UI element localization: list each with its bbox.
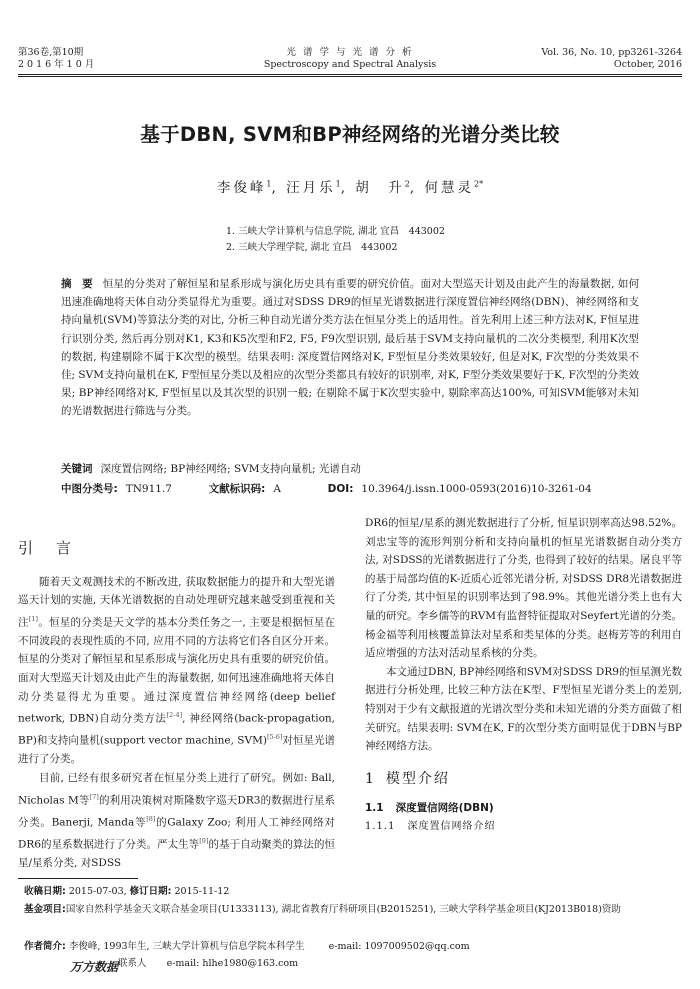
intro-paragraph-2: 目前, 已经有很多研究者在恒星分类上进行了研究。例如: Ball, Nicholas M等[7]的利用决策树对斯隆数字巡天DR3的数据进行星系分类。Banerji, Manda等[8]的Galaxy Zoo; 利用人工神经网络对DR6的星系数据进行了分类。严太生等[9]的基于自动聚类的算法的恒星/星系分类, 对SDSS — [18, 772, 335, 869]
footnote-dates: 收稿日期: 2015-07-03, 修订日期: 2015-11-12 — [24, 886, 230, 897]
abstract — [61, 275, 639, 421]
doi-link[interactable]: 10.3964/j.issn.1000-0593(2016)10-3261-04 — [361, 483, 592, 495]
wanfang-logo: 万方数据 — [70, 960, 119, 974]
keywords — [61, 462, 661, 477]
header-journal: 光 谱 学 与 光 谱 分 析 Spectroscopy and Spectral Analysis — [263, 47, 437, 70]
keywords-text: 深度置信网络; BP神经网络; SVM支持向量机; 光谱自动 — [100, 463, 361, 475]
citation-7[interactable]: [7] — [89, 792, 99, 801]
section-1-heading: 1 模型介绍 — [365, 770, 450, 787]
header-volume-cn: 第36卷,第10期 2016年10月 — [18, 47, 98, 70]
author-3: 胡 升$^2$ — [355, 179, 410, 196]
footnote-author: 作者简介: 李俊峰, 1993年生, 三峡大学计算机与信息学院本科学生 e-mail: 1097009502@qq.com — [24, 941, 470, 952]
header-rule-top — [18, 74, 682, 75]
citation-8[interactable]: [8] — [146, 814, 156, 823]
author-4: 何慧灵$^{2*}$ — [424, 179, 484, 196]
footnote-rule — [18, 878, 138, 879]
citation-2-4[interactable]: [2-4] — [166, 711, 183, 720]
citation-9[interactable]: [9] — [199, 836, 209, 845]
subsection-1-1-heading: 1.1 深度置信网络(DBN) — [365, 802, 494, 815]
right-column — [365, 514, 682, 837]
author-1: 李俊峰$^1$ — [216, 179, 272, 196]
header-rule-bottom — [18, 76, 682, 77]
right-paragraph-2: 本文通过DBN, BP神经网络和SVM对SDSS DR9的恒星测光数据进行分析处理, 比较三种方法在K型、F型恒星光谱分类上的差别, 特别对于少有文献报道的光谱次型分类和未知光谱的分类方面做了相关研究。结果表明: SVM在K, F的次型分类方面明显优于DBN与BP神经网络方法。 — [365, 665, 682, 753]
affiliation-2: 2. 三峡大学理学院, 湖北 宜昌 443002 — [226, 242, 398, 253]
abstract-label: 摘 要 — [61, 278, 93, 290]
intro-paragraph-1: 随着天文观测技术的不断改进, 获取数据能力的提升和大型光谱巡天计划的实施, 天体光谱数据的自动处理研究越来越受到重视和关注[1]。恒星的分类是天文学的基本分类任务之一, 主要是根据恒星在不同波段的表现性质的不同, 应用不同的方法将它们各自区分开来。恒星的分类对了解恒星和星系形成与演化历史具有重要的研究价值。面对大型巡天计划及由此产生的海量数据, 如何迅速准确地将天体自动分类显得尤为重要。通过深度置信神经网络(deep belief network, DBN)自动分类方法[2-4], 神经网络(back-propagation, BP)和支持向量机(support vector machine, SVM)[5-6]对恒星光谱进行了分类。 — [18, 575, 336, 766]
right-paragraph-1: DR6的恒星/星系的测光数据进行了分析, 恒星识别率高达98.52%。刘忠宝等的流形判别分析和支持向量机的恒星光谱数据自动分类方法, 对SDSS的光谱数据进行了分类, 也得到了较好的结果。屠良平等的基于局部均值的K-近质心近邻光谱分析, 对SDSS DR8光谱数据进行了分类, 其中恒星的识别率达到了98.9%。其他光谱分类上也有大量的研究。李乡儒等的RVM有监督特征提取对Seyfert光谱的分类。杨金福等利用核覆盖算法对星系和类星体的分类。赵梅芳等的利用自适应增强的方法对活动星系核的分类。 — [365, 517, 682, 660]
classification-line — [61, 482, 661, 497]
footnote-corresponding: 联系人 e-mail: hlhe1980@163.com — [118, 958, 299, 969]
abstract-text: 恒星的分类对了解恒星和星系形成与演化历史具有重要的研究价值。面对大型巡天计划及由此产生的海量数据, 如何迅速准确地将天体自动分类显得尤为重要。通过对SDSS DR9的恒星光谱数据进行深度置信神经网络(DBN)、神经网络和支持向量机(SVM)等算法分类的对比, 分析三种自动光谱分类方法在恒星分类上的适用性。首先利用上述三种方法对K, F恒星进行识别分类, 然后再分别对K1, K3和K5次型和F2, F5, F9次型识别, 最后基于SVM支持向量机的二次分类模型, 利用K次型的数据, 构建剔除不属于K次型的模型。结果表明: 深度置信网络对K, F型恒星分类效果较好, 但是对K, F次型的分类效果不佳; SVM支持向量机在K, F型恒星分类以及相应的次型分类都具有较好的识别率, 对K, F型分类效果要好于K, F次型的分类效果; BP神经网络对K, F型恒星以及其次型的识别一般; 在剔除不属于K次型实验中, 剔除率高达100%, 可知SVM能够对未知的光谱数据进行筛选与分类。 — [61, 278, 639, 418]
clc-code: TN911.7 — [125, 483, 172, 495]
doc-code: A — [273, 483, 281, 495]
footnote-fund: 基金项目: 国家自然科学基金天文联合基金项目(U1333113), 湖北省教育厅科研项目(B2015251), 三峡大学科学基金项目(KJ2013B018)资助 — [24, 904, 621, 915]
doc-code-label: 文献标识码: — [208, 483, 266, 495]
paper-title: 基于DBN, SVM和BP神经网络的光谱分类比较 — [140, 123, 560, 146]
subsection-1-1-1-heading: 1.1.1 深度置信网络介绍 — [365, 820, 496, 832]
affiliation-1: 1. 三峡大学计算机与信息学院, 湖北 宜昌 443002 — [226, 226, 445, 237]
author-2: 汪月乐$^1$ — [286, 179, 341, 196]
author-list: 李俊峰$^1$, 汪月乐$^1$, 胡 升$^2$, 何慧灵$^{2*}$ — [216, 179, 484, 196]
clc-label: 中图分类号: — [61, 483, 118, 495]
header-volume-en: Vol. 36, No. 10, pp3261-3264 October, 2016 — [541, 47, 682, 70]
corresponding-email-link[interactable]: e-mail: hlhe1980@163.com — [166, 958, 299, 969]
author-email-link[interactable]: e-mail: 1097009502@qq.com — [328, 941, 470, 952]
doi-label: DOI: — [327, 483, 354, 495]
keywords-label: 关键词 — [61, 463, 93, 475]
intro-heading: 引 言 — [18, 539, 76, 557]
citation-5-6[interactable]: [5-6] — [266, 733, 283, 742]
left-column — [18, 539, 335, 873]
citation-1[interactable]: [1] — [28, 614, 38, 623]
